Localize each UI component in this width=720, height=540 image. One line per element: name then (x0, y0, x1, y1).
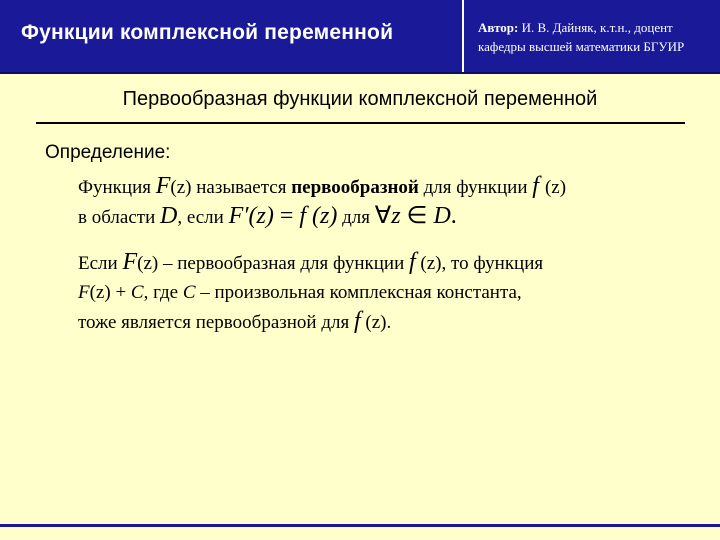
math-z: (z) (544, 177, 567, 198)
text: для функции (418, 177, 533, 198)
author-box (478, 18, 684, 56)
term-antiderivative: первообразной (291, 177, 419, 198)
math-z: (z) (415, 253, 442, 274)
text: для (337, 207, 375, 228)
text: в области (78, 207, 160, 228)
definition-line-2 (78, 202, 566, 232)
header-bar (0, 0, 720, 74)
math-z: (z) (89, 282, 111, 303)
bottom-rule (0, 524, 720, 527)
slide-subtitle: Первообразная функции комплексной переменной (122, 88, 598, 110)
remark-line-2 (78, 278, 543, 307)
math-z: (z) (137, 253, 159, 274)
text: – первообразная для функции (158, 253, 409, 274)
text: – произвольная комплексная константа, (195, 282, 522, 303)
text: , где (143, 282, 183, 303)
remark-line-3 (78, 307, 543, 337)
math-f: f (409, 249, 416, 275)
author-line (478, 18, 684, 37)
math-z: (z) (312, 203, 338, 229)
math-f: f (299, 203, 313, 229)
math-f: f (532, 173, 545, 199)
math-C: C (182, 282, 196, 303)
math-f: f (353, 308, 361, 334)
math-D: D (433, 203, 451, 229)
math-C: C (130, 282, 144, 303)
formula (229, 203, 338, 229)
text: + (110, 282, 131, 303)
text: , то функция (441, 253, 544, 274)
math-z: (z) (248, 203, 274, 229)
forall-symbol: ∀ (374, 203, 392, 229)
author-name: И. В. Дайняк, к.т.н., доцент (521, 20, 673, 35)
definition-paragraph (78, 172, 566, 232)
text: тоже является первообразной для (78, 312, 354, 333)
text: называется (191, 177, 292, 198)
definition-label: Определение: (45, 142, 171, 163)
math-F: F (78, 282, 90, 303)
element-of-symbol: ∈ (400, 203, 434, 229)
text: Если (78, 253, 123, 274)
title-rule (36, 122, 685, 124)
course-title: Функции комплексной переменной (21, 21, 394, 44)
math-F: F (122, 249, 138, 275)
text: , если (177, 207, 229, 228)
author-department: кафедры высшей математики БГУИР (478, 39, 685, 54)
quantifier (375, 203, 457, 229)
text: Функция (78, 177, 156, 198)
period: . (386, 312, 392, 333)
remark-paragraph (78, 248, 543, 337)
author-label: Автор: (478, 20, 519, 35)
math-z: (z) (360, 312, 387, 333)
remark-line-1 (78, 248, 543, 278)
math-equals: = (273, 203, 300, 229)
math-z: (z) (170, 177, 192, 198)
period: . (450, 203, 457, 229)
math-z: z (391, 203, 401, 229)
math-D: D (159, 203, 178, 229)
definition-line-1 (78, 172, 566, 202)
math-F: F (155, 173, 171, 199)
header-divider (462, 0, 464, 72)
math-F-prime: F′ (228, 203, 249, 229)
